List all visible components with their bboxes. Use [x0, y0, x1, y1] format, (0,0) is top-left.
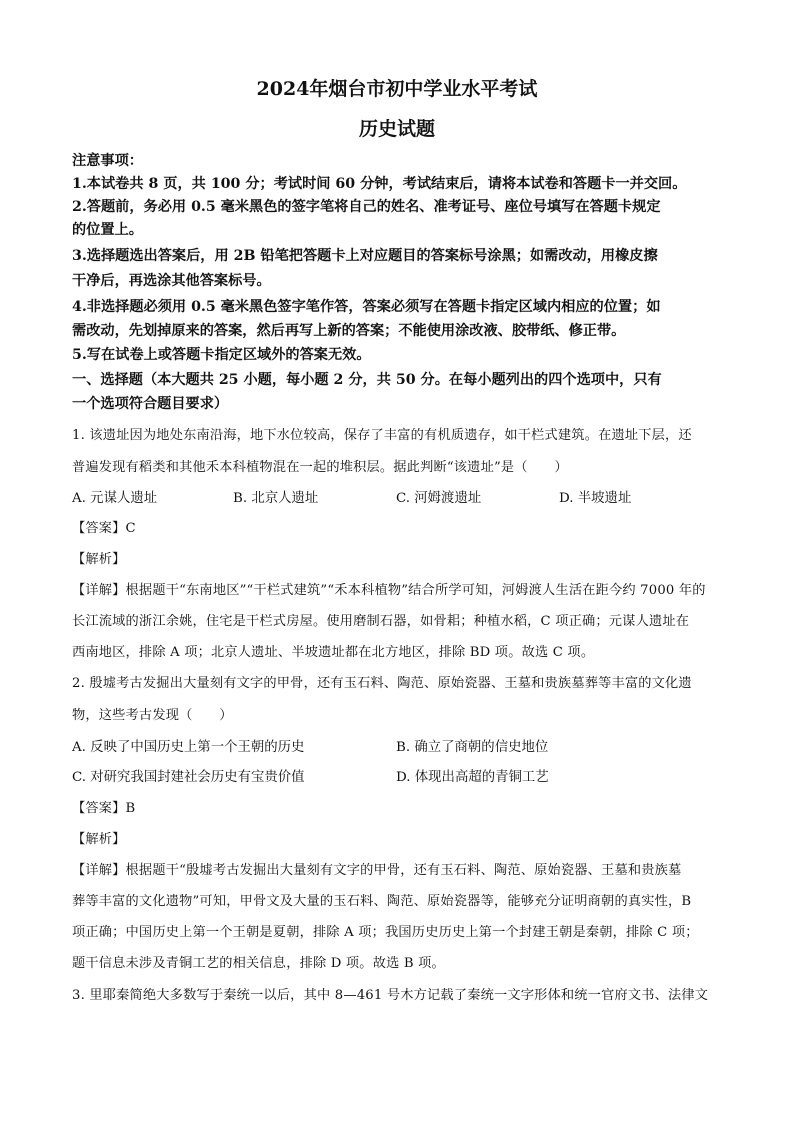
q2-option-b: B. 确立了商朝的信史地位 — [396, 740, 549, 755]
q2-analysis: 【解析】 — [72, 832, 126, 847]
q2-detail-cont-2: 项正确；中国历史上第一个王朝是夏朝，排除 A 项；我国历史历史上第一个封建王朝是秦朝，排除 C 项； — [72, 925, 699, 940]
q1-option-c: C. 河姆渡遗址 — [396, 491, 482, 506]
q2-detail-cont-3: 题干信息未涉及青铜工艺的相关信息，排除 D 项。故选 B 项。 — [72, 956, 445, 971]
q1-detail-cont-1: 长江流域的浙江余姚，住宅是干栏式房屋。使用磨制石器，如骨耜；种植水稻，C 项正确；元谋人遗址在 — [72, 614, 690, 629]
notice-item-3-cont: 干净后，再选涂其他答案标号。 — [72, 273, 271, 289]
q1-detail-cont-2: 西南地区，排除 A 项；北京人遗址、半坡遗址都在北方地区，排除 BD 项。故选 C 项。 — [72, 645, 595, 660]
notice-item-1: 1.本试卷共 8 页，共 100 分；考试时间 60 分钟，考试结束后，请将本试卷和答题卡一并交回。 — [72, 176, 687, 192]
q1-option-d: D. 半坡遗址 — [559, 491, 632, 506]
notice-item-4: 4.非选择题必须用 0.5 毫米黑色签字笔作答，答案必须写在答题卡指定区域内相应的位置；如 — [72, 299, 661, 315]
q1-answer: 【答案】C — [72, 521, 136, 536]
section-heading: 一、选择题（本大题共 25 小题，每小题 2 分，共 50 分。在每小题列出的四个选项中，只有 — [72, 372, 662, 388]
section-heading-cont: 一个选项符合题目要求） — [72, 396, 229, 412]
q2-option-d: D. 体现出高超的青铜工艺 — [396, 770, 549, 785]
q2-detail: 【详解】根据题干“殷墟考古发掘出大量刻有文字的甲骨，还有玉石料、陶范、原始瓷器、王墓和贵族墓 — [72, 863, 682, 878]
notice-item-3: 3.选择题选出答案后，用 2B 铅笔把答题卡上对应题目的答案标号涂黑；如需改动，用橡皮擦 — [72, 248, 658, 264]
q1-stem-cont: 普遍发现有稻类和其他禾本科植物混在一起的堆积层。据此判断“该遗址”是（ ） — [72, 460, 568, 475]
q2-stem: 2. 殷墟考古发掘出大量刻有文字的甲骨，还有玉石料、陶范、原始瓷器、王墓和贵族墓葬等丰富的文化遗 — [72, 676, 692, 691]
q2-answer: 【答案】B — [72, 801, 136, 816]
q2-option-a: A. 反映了中国历史上第一个王朝的历史 — [72, 740, 305, 755]
q2-option-c: C. 对研究我国封建社会历史有宝贵价值 — [72, 770, 305, 785]
notice-item-2-cont: 的位置上。 — [72, 222, 143, 238]
q1-stem: 1. 该遗址因为地处东南沿海，地下水位较高，保存了丰富的有机质遗存，如干栏式建筑。在遗址下层，还 — [72, 428, 692, 443]
q1-option-a: A. 元谋人遗址 — [72, 491, 158, 506]
q1-detail: 【详解】根据题干“东南地区”“干栏式建筑”“禾本科植物”结合所学可知，河姆渡人生活在距今约 7000 年的 — [72, 583, 706, 598]
exam-title: 2024年烟台市初中学业水平考试 — [256, 78, 538, 100]
notice-item-2: 2.答题前，务必用 0.5 毫米黑色的签字笔将自己的姓名、准考证号、座位号填写在答题卡规定 — [72, 199, 661, 215]
q3-stem: 3. 里耶秦简绝大多数写于秦统一以后，其中 8—461 号木方记载了秦统一文字形体和统一官府文书、法律文 — [72, 988, 709, 1003]
notice-heading: 注意事项： — [72, 153, 143, 169]
q1-analysis: 【解析】 — [72, 552, 126, 567]
notice-item-5: 5.写在试卷上或答题卡指定区域外的答案无效。 — [72, 347, 371, 363]
notice-item-4-cont: 需改动，先划掉原来的答案，然后再写上新的答案；不能使用涂改液、胶带纸、修正带。 — [72, 323, 626, 339]
q1-option-b: B. 北京人遗址 — [233, 491, 319, 506]
exam-subtitle: 历史试题 — [358, 118, 435, 140]
q2-detail-cont-1: 葬等丰富的文化遗物”可知，甲骨文及大量的玉石料、陶范、原始瓷器等，能够充分证明商朝的真实性，B — [72, 894, 692, 909]
q2-stem-cont: 物，这些考古发现（ ） — [72, 708, 233, 723]
